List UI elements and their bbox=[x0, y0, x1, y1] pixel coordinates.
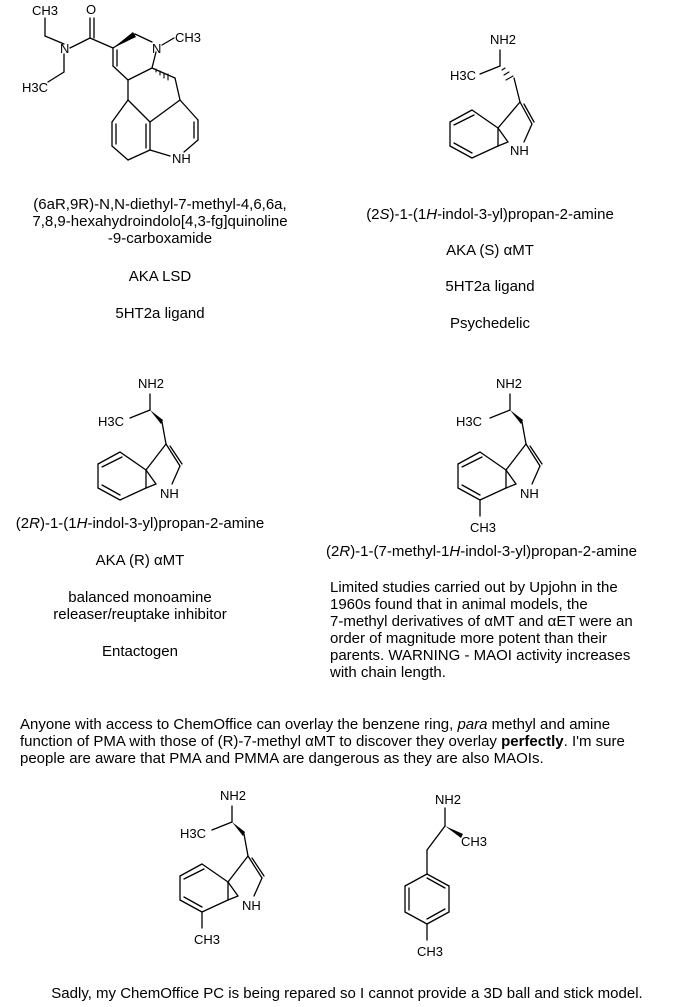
lsd-name-line-3: -9-carboxamide bbox=[107, 230, 213, 247]
lsd-structure bbox=[0, 0, 240, 180]
r-amt-nh-label: NH bbox=[160, 486, 179, 501]
pma-nh2-label: NH2 bbox=[435, 792, 462, 807]
r-7m-amt-nh-label: NH bbox=[520, 486, 539, 501]
pma-structure bbox=[375, 784, 535, 964]
lsd-n-ch3-label: CH3 bbox=[175, 30, 202, 45]
lsd-nh-label: NH bbox=[172, 151, 191, 166]
bottom-amt-nh-label: NH bbox=[242, 898, 261, 913]
r-amt-role: balanced monoamine releaser/reuptake inhibitor bbox=[53, 589, 227, 623]
s-amt-nh2-label: NH2 bbox=[490, 32, 517, 47]
r-7m-amt-h3c-label: H3C bbox=[456, 414, 483, 429]
lsd-name-line-2: 7,8,9-hexahydroindolo[4,3-fg]quinoline bbox=[32, 213, 288, 230]
lsd-o-label: O bbox=[86, 2, 97, 17]
s-amt-iupac-name: (2S)-1-(1H-indol-3-yl)propan-2-amine bbox=[366, 206, 614, 223]
lsd-ring-n-label: N bbox=[152, 41, 162, 56]
bottom-amt-h3c-label: H3C bbox=[180, 826, 207, 841]
lsd-name-line-1: (6aR,9R)-N,N-diethyl-7-methyl-4,6,6a, bbox=[33, 196, 287, 213]
lsd-aka: AKA LSD bbox=[128, 268, 192, 285]
r-amt-h3c-label: H3C bbox=[98, 414, 125, 429]
r-7m-amt-nh2-label: NH2 bbox=[496, 376, 523, 391]
s-amt-aka: AKA (S) αMT bbox=[446, 242, 534, 259]
r-amt-structure bbox=[70, 372, 230, 512]
r-amt-nh2-label: NH2 bbox=[138, 376, 165, 391]
lsd-amide-n-label: N bbox=[60, 41, 70, 56]
lsd-role: 5HT2a ligand bbox=[115, 305, 205, 322]
pma-para-ch3-label: CH3 bbox=[417, 944, 444, 959]
r-7-methyl-amt-structure bbox=[430, 372, 590, 537]
r-amt-aka: AKA (R) αMT bbox=[95, 552, 185, 569]
s-amt-h3c-label: H3C bbox=[450, 68, 477, 83]
lsd-h3c-label: H3C bbox=[22, 80, 49, 95]
overlay-paragraph: Anyone with access to ChemOffice can overlay the benzene ring, para methyl and amine function of PMA with those of (R)-7-methyl αMT to discover they overlay perfectly. I'm sure people are aware that PMA and PMMA are dangerous as they are also MAOIs. bbox=[20, 716, 625, 767]
r-7m-amt-ch3-label: CH3 bbox=[470, 520, 497, 535]
footer-note: Sadly, my ChemOffice PC is being repared so I cannot provide a 3D ball and stick model. bbox=[51, 985, 643, 1002]
pma-side-ch3-label: CH3 bbox=[461, 834, 488, 849]
lsd-iupac-name bbox=[10, 196, 310, 247]
r-amt-class: Entactogen bbox=[102, 643, 178, 660]
bottom-amt-ch3-label: CH3 bbox=[194, 932, 221, 947]
r-7m-amt-note: Limited studies carried out by Upjohn in the 1960s found that in animal models, the 7-methyl derivatives of αMT and αET were an order of magnitude more potent than their parents. WARNING - MAOI activity increases with chain length. bbox=[330, 579, 633, 681]
s-amt-nh-label: NH bbox=[510, 143, 529, 158]
bottom-amt-nh2-label: NH2 bbox=[220, 788, 247, 803]
s-amt-role: 5HT2a ligand bbox=[445, 278, 535, 295]
bottom-7-methyl-amt-structure bbox=[152, 784, 312, 949]
r-7m-amt-iupac-name: (2R)-1-(7-methyl-1H-indol-3-yl)propan-2-amine bbox=[326, 543, 637, 560]
s-amt-class: Psychedelic bbox=[449, 315, 531, 332]
lsd-ch3-top-label: CH3 bbox=[32, 3, 59, 18]
s-amt-structure bbox=[420, 28, 580, 168]
r-amt-iupac-name: (2R)-1-(1H-indol-3-yl)propan-2-amine bbox=[15, 515, 265, 532]
